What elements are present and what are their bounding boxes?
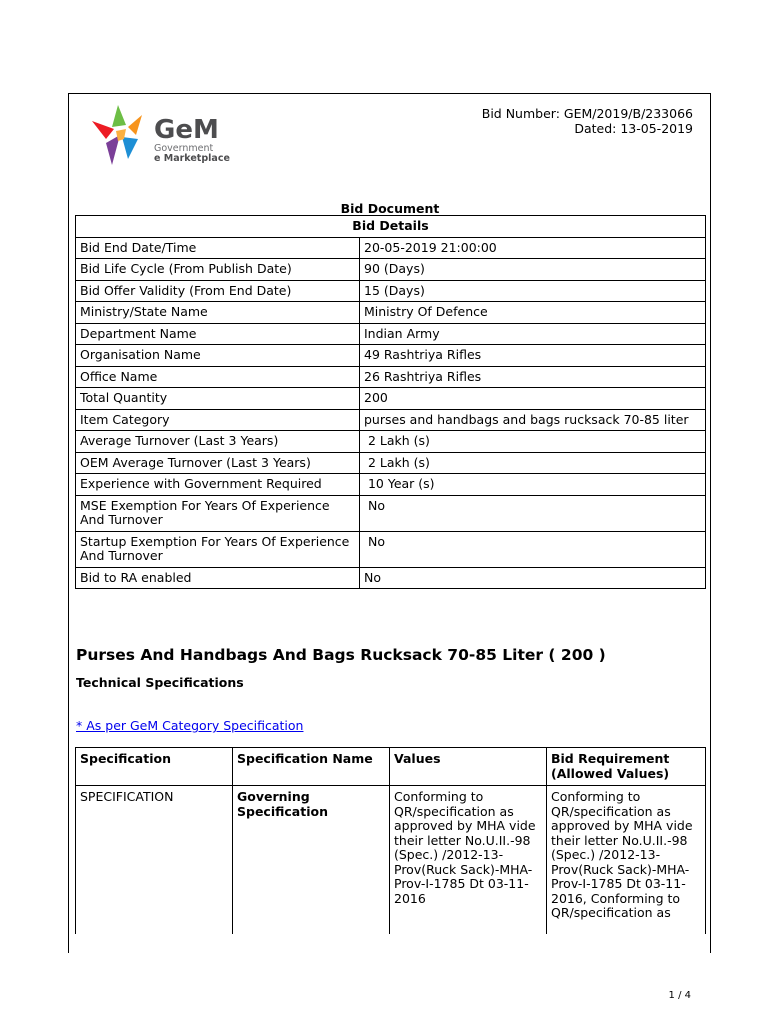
technical-specifications-heading: Technical Specifications [76,675,244,690]
table-row: MSE Exemption For Years Of Experience And Turnover No [76,495,706,531]
header-bid-requirement: Bid Requirement (Allowed Values) [547,748,706,786]
header-specification-name: Specification Name [233,748,390,786]
document-title: Bid Document [340,201,440,216]
gem-logo-icon [92,103,242,168]
spec-values-cell: Conforming to QR/specification as approved by MHA vide their letter No.U.II.-98 (Spec.) /2012-13-Prov(Ruck Sack)-MHA-Prov-I-1785 Dt 03-11-2016 [390,786,547,935]
page-number: 1 / 4 [668,990,691,1001]
bid-meta [482,106,693,136]
table-row [76,786,706,935]
table-row: Office Name 26 Rashtriya Rifles [76,366,706,388]
table-row: Bid End Date/Time 20-05-2019 21:00:00 [76,237,706,259]
spec-cell: SPECIFICATION [76,786,233,935]
table-row: Startup Exemption For Years Of Experience And Turnover No [76,531,706,567]
bid-details-heading: Bid Details [76,216,706,238]
header-values: Values [390,748,547,786]
specification-table [75,747,706,934]
table-row: Organisation Name 49 Rashtriya Rifles [76,345,706,367]
table-row: Item Category purses and handbags and bags rucksack 70-85 liter [76,409,706,431]
spec-requirement-cell: Conforming to QR/specification as approved by MHA vide their letter No.U.II.-98 (Spec.) /2012-13-Prov(Ruck Sack)-MHA-Prov-I-1785 Dt 03-11-2016, Conforming to QR/specification as [547,786,706,935]
category-specification-link[interactable]: * As per GeM Category Specification [76,718,304,733]
table-row: Total Quantity 200 [76,388,706,410]
spec-name-cell: Governing Specification [233,786,390,935]
table-row: Bid Life Cycle (From Publish Date) 90 (Days) [76,259,706,281]
table-row: Bid to RA enabled No [76,567,706,589]
svg-text:Government: Government [154,143,214,154]
gem-logo [92,103,242,168]
header-specification: Specification [76,748,233,786]
table-row: Experience with Government Required 10 Year (s) [76,474,706,496]
table-row: Department Name Indian Army [76,323,706,345]
table-row: OEM Average Turnover (Last 3 Years) 2 Lakh (s) [76,452,706,474]
product-title: Purses And Handbags And Bags Rucksack 70-85 Liter ( 200 ) [76,646,606,664]
svg-text:GeM: GeM [154,115,219,145]
table-row: Bid Offer Validity (From End Date) 15 (Days) [76,280,706,302]
bid-dated: Dated: 13-05-2019 [574,121,693,136]
bid-number: Bid Number: GEM/2019/B/233066 [481,106,693,121]
table-row: Ministry/State Name Ministry Of Defence [76,302,706,324]
svg-text:e Marketplace: e Marketplace [154,153,230,164]
table-row: Average Turnover (Last 3 Years) 2 Lakh (s) [76,431,706,453]
bid-details-table [75,215,706,589]
